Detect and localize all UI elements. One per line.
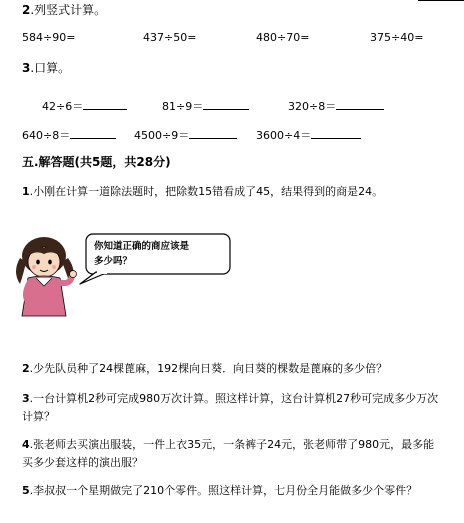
q3-expr: 81÷9＝ — [162, 100, 204, 113]
q3-row1-item-1 — [42, 98, 127, 113]
answer-blank[interactable] — [203, 98, 249, 110]
q3-number: 3 — [22, 61, 31, 75]
girl-icon — [16, 237, 77, 316]
speech-bubble — [80, 234, 230, 284]
q2-item-4: 375÷40= — [370, 31, 424, 44]
answer-blank[interactable] — [311, 127, 361, 139]
problem-4 — [22, 436, 440, 472]
q2-item-3: 480÷70= — [256, 31, 310, 44]
bubble-line-1: 你知道正确的商应该是 — [94, 241, 190, 252]
q2-number: 2 — [22, 3, 31, 17]
bubble-line-2: 多少吗？ — [94, 256, 133, 267]
q3-row2-item-2 — [134, 127, 237, 142]
q3-expr: 42÷6＝ — [42, 100, 84, 113]
q2-title: .列竖式计算。 — [30, 3, 107, 17]
problem-number: 5 — [22, 484, 30, 497]
q3-row2-item-1 — [22, 127, 116, 142]
problem-text: .一台计算机2秒可完成980万次计算。照这样计算，这台计算机27秒可完成多少万次计算？ — [22, 392, 439, 423]
problem-text: .李叔叔一个星期做完了210个零件。照这样计算，七月份全月能做多少个零件？ — [29, 484, 418, 497]
answer-blank[interactable] — [189, 127, 237, 139]
q2-heading — [22, 3, 106, 17]
q3-title: .口算。 — [30, 61, 71, 75]
q2-item-1: 584÷90= — [22, 31, 76, 44]
q3-heading — [22, 61, 70, 75]
girl-speech-illustration — [10, 232, 240, 320]
problem-number: 3 — [22, 392, 30, 405]
answer-blank[interactable] — [83, 98, 127, 110]
answer-blank[interactable] — [70, 127, 116, 139]
top-rule — [418, 0, 464, 1]
problem-text: .少先队员种了24棵蓖麻，192棵向日葵．向日葵的棵数是蓖麻的多少倍？ — [29, 362, 388, 375]
problem-5 — [22, 482, 440, 500]
problem-3 — [22, 390, 440, 426]
q2-item-2: 437÷50= — [143, 31, 197, 44]
answer-blank[interactable] — [336, 98, 384, 110]
section-title: 五.解答题(共5题，共28分) — [22, 155, 171, 169]
problem-text: .小刚在计算一道除法题时，把除数15错看成了45，结果得到的商是24。 — [29, 185, 384, 198]
q3-expr: 320÷8＝ — [288, 100, 337, 113]
q3-expr: 4500÷9＝ — [134, 129, 190, 142]
q3-row1-item-2 — [162, 98, 249, 113]
problem-2 — [22, 362, 387, 375]
problem-text: .张老师去买演出服装，一件上衣35元，一条裤子24元，张老师带了980元，最多能买多少套这样的演出服？ — [22, 438, 435, 469]
problem-number: 1 — [22, 185, 30, 198]
problem-number: 4 — [22, 438, 30, 451]
q3-expr: 640÷8＝ — [22, 129, 71, 142]
q3-row2-item-3 — [256, 127, 361, 142]
problem-1 — [22, 185, 383, 198]
q3-expr: 3600÷4＝ — [256, 129, 312, 142]
problem-number: 2 — [22, 362, 30, 375]
q3-row1-item-3 — [288, 98, 384, 113]
